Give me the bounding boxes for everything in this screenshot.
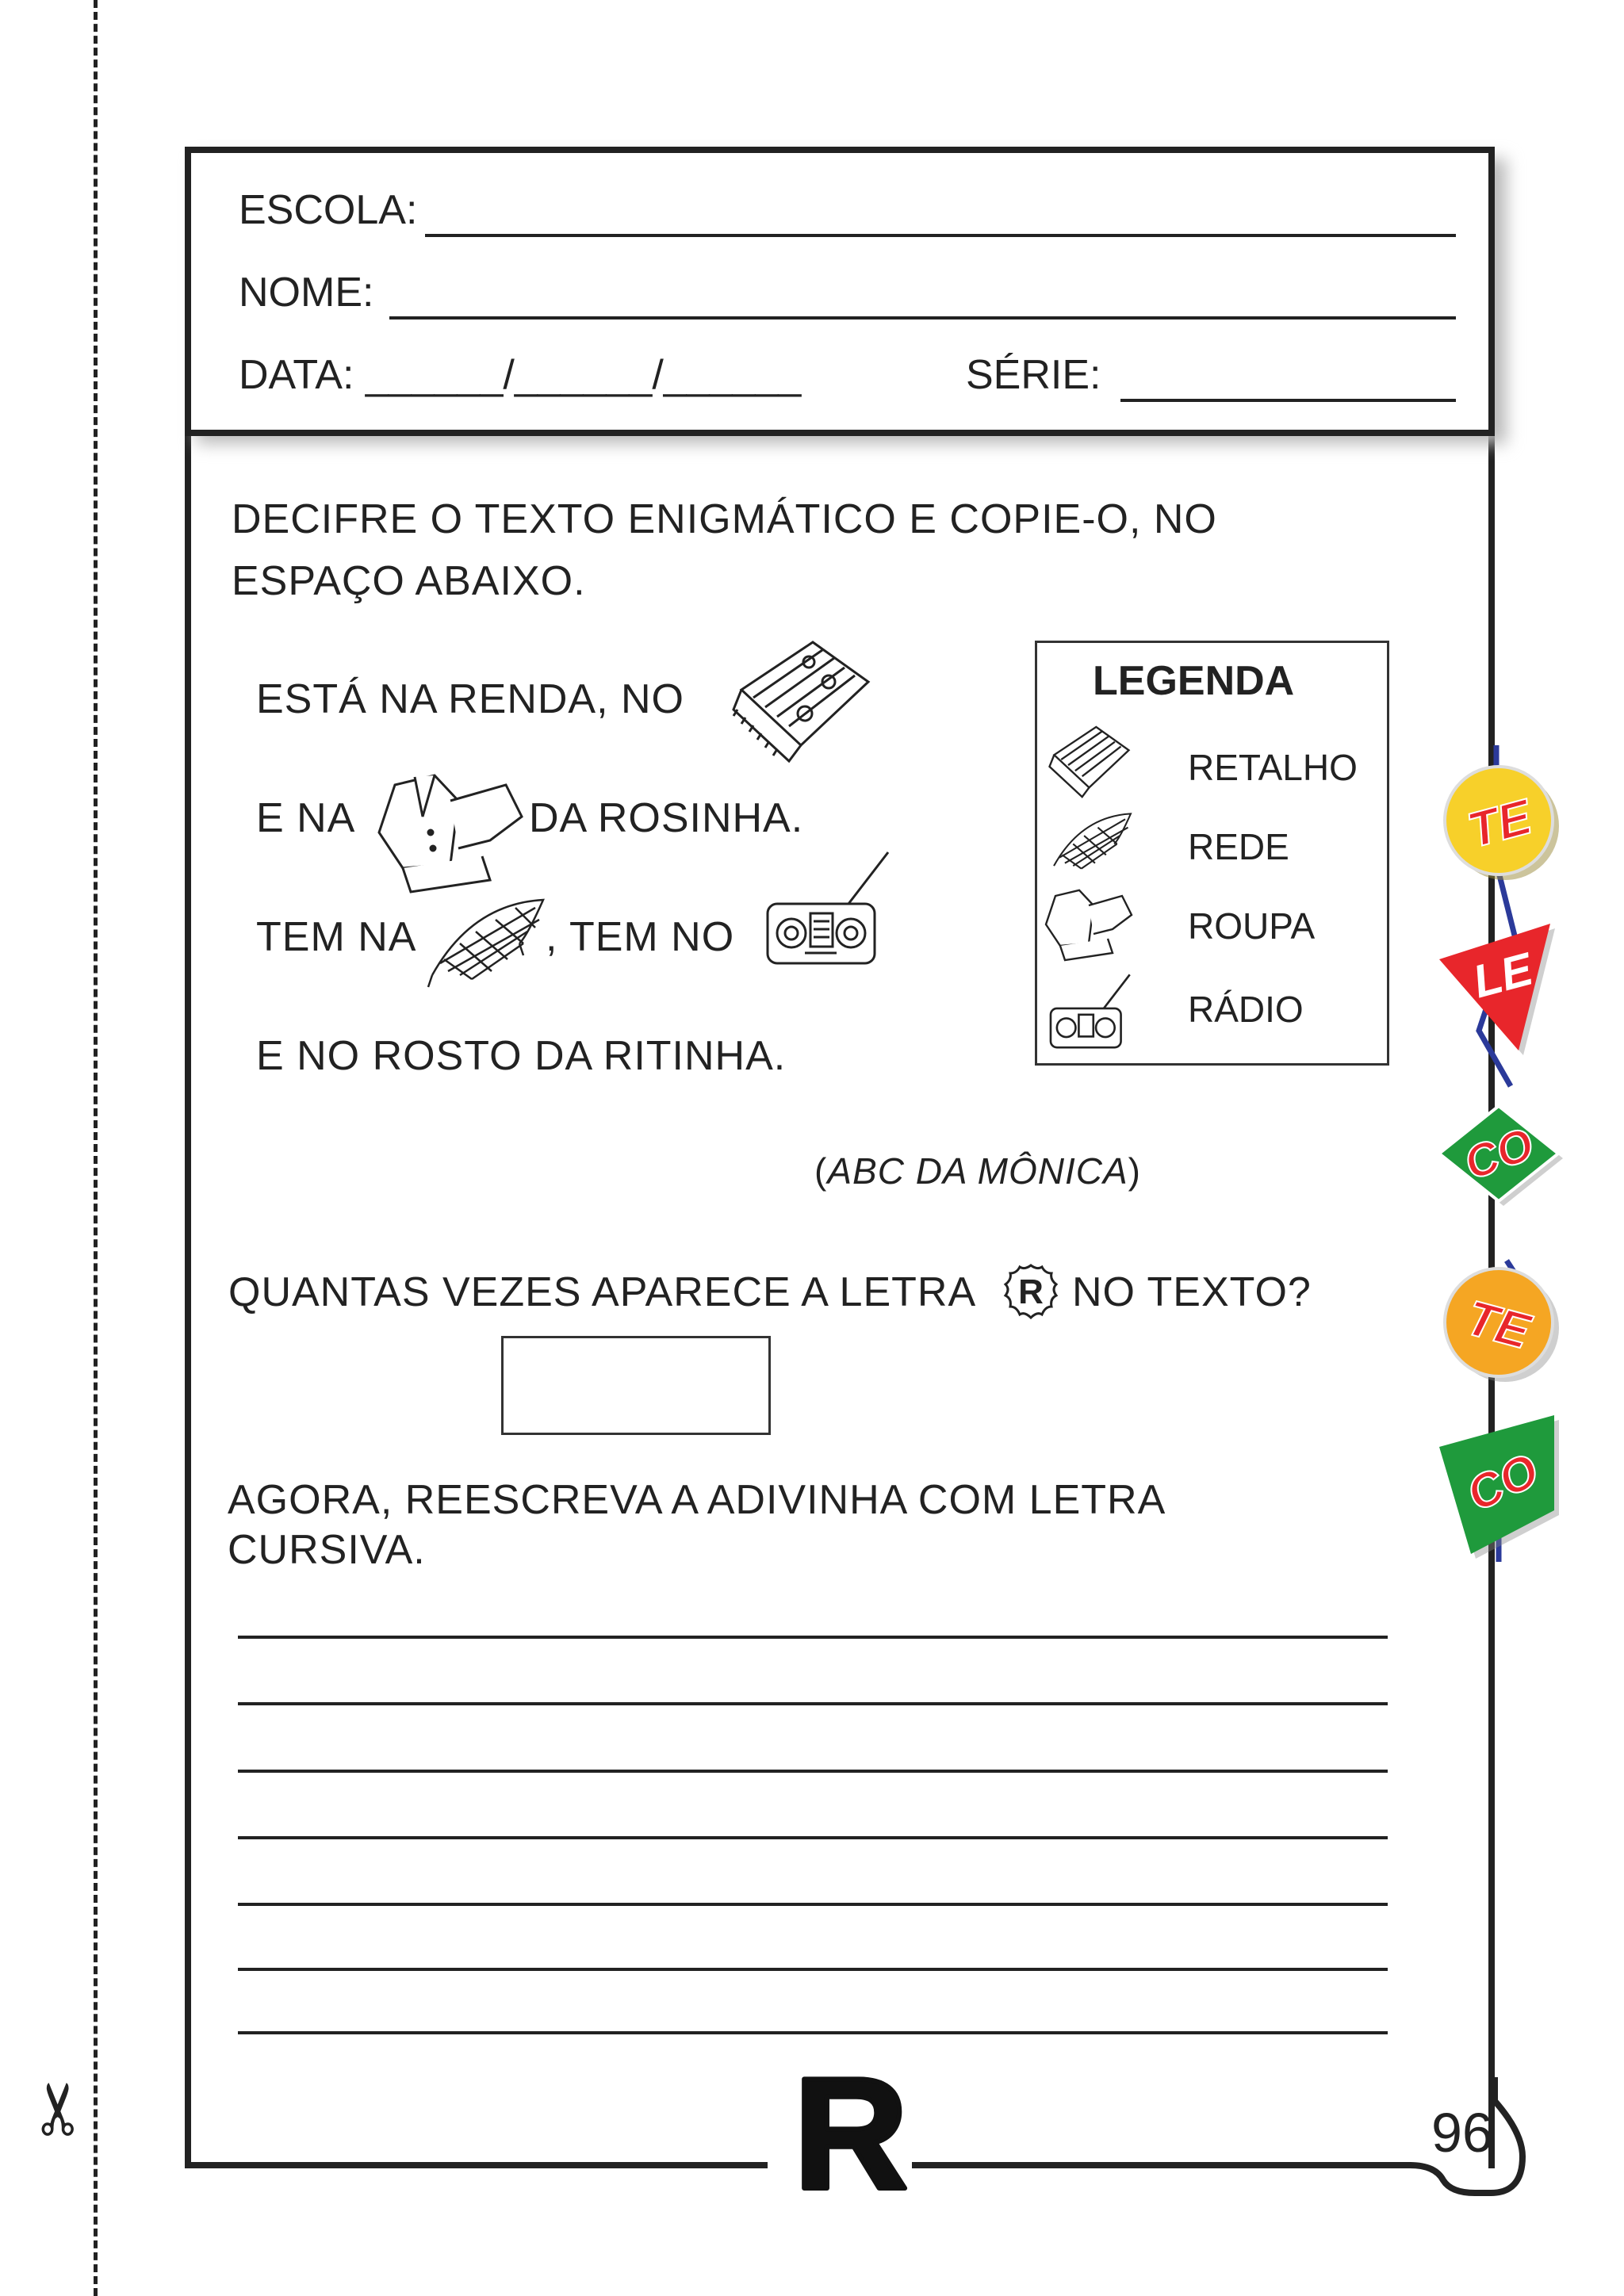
nome-label: NOME:	[239, 270, 374, 316]
cut-line	[94, 0, 98, 2296]
legend-item-roupa: ROUPA	[1188, 905, 1316, 947]
riddle-line-2b: DA ROSINHA.	[529, 795, 804, 841]
riddle-line-3a: TEM NA	[256, 914, 417, 960]
legend-rede-icon	[1047, 806, 1138, 877]
legend-roupa-icon	[1041, 881, 1136, 968]
writing-line[interactable]	[238, 1636, 1388, 1639]
data-label[interactable]: DATA: ______/______/______	[239, 352, 802, 398]
legend-title: LEGENDA	[1093, 658, 1295, 704]
bottom-border-right	[912, 2162, 1411, 2168]
legend-radio-icon	[1045, 972, 1136, 1055]
bottom-border-left	[185, 2162, 768, 2168]
riddle-line-3b: , TEM NO	[546, 914, 735, 960]
nome-field[interactable]	[389, 316, 1456, 320]
syllable-4: TE	[1460, 1290, 1536, 1360]
riddle-line-1: ESTÁ NA RENDA, NO	[256, 676, 684, 722]
retalho-icon	[726, 634, 876, 769]
escola-field[interactable]	[425, 234, 1456, 237]
answer-box[interactable]	[501, 1336, 771, 1435]
writing-line[interactable]	[238, 1770, 1388, 1773]
source-citation	[814, 1150, 1141, 1192]
writing-line[interactable]	[238, 1702, 1388, 1705]
syllable-5: CO	[1458, 1443, 1546, 1521]
page-number: 96	[1431, 2102, 1493, 2164]
instruction-line-2: ESPAÇO ABAIXO.	[232, 558, 586, 604]
escola-label: ESCOLA:	[239, 187, 418, 233]
rewrite-line-1: AGORA, REESCREVA A ADIVINHA COM LETRA	[228, 1477, 1166, 1523]
syllable-1: TE	[1461, 789, 1538, 859]
big-letter-text: R	[793, 2053, 909, 2204]
writing-line[interactable]	[238, 1968, 1388, 1971]
instruction-line-1: DECIFRE O TEXTO ENIGMÁTICO E COPIE-O, NO	[232, 496, 1217, 542]
writing-line[interactable]	[238, 1836, 1388, 1839]
question-text-before: QUANTAS VEZES APARECE A LETRA	[228, 1269, 977, 1315]
writing-line[interactable]	[238, 1903, 1388, 1906]
serie-label: SÉRIE:	[966, 352, 1101, 398]
syllable-3: CO	[1457, 1118, 1541, 1190]
side-syllables-decoration	[1431, 745, 1574, 1570]
header-box	[185, 147, 1495, 436]
rede-icon	[424, 888, 551, 991]
riddle-line-2a: E NA	[256, 795, 356, 841]
scissors-icon: ✂	[20, 2079, 100, 2139]
legend-item-radio: RÁDIO	[1188, 989, 1304, 1030]
source-open: (	[814, 1150, 828, 1192]
riddle-line-4: E NO ROSTO DA RITINHA.	[256, 1033, 787, 1079]
big-letter-r	[791, 2053, 910, 2204]
legend-item-rede: REDE	[1188, 826, 1289, 867]
letter-r-badge	[1001, 1262, 1061, 1322]
question-text-after: NO TEXTO?	[1072, 1269, 1312, 1315]
question-letter: R	[1018, 1272, 1044, 1311]
legend-retalho-icon	[1044, 722, 1135, 802]
writing-line[interactable]	[238, 2031, 1388, 2034]
rewrite-line-2: CURSIVA.	[228, 1527, 426, 1573]
radio-icon	[761, 848, 896, 975]
legend-item-retalho: RETALHO	[1188, 747, 1358, 788]
legend-box	[1035, 641, 1389, 1066]
roupa-icon	[371, 769, 530, 896]
source-close: )	[1128, 1150, 1141, 1192]
serie-field[interactable]	[1120, 399, 1456, 402]
syllable-2: LE	[1467, 943, 1538, 1008]
source-title: ABC DA MÔNICA	[827, 1150, 1128, 1192]
